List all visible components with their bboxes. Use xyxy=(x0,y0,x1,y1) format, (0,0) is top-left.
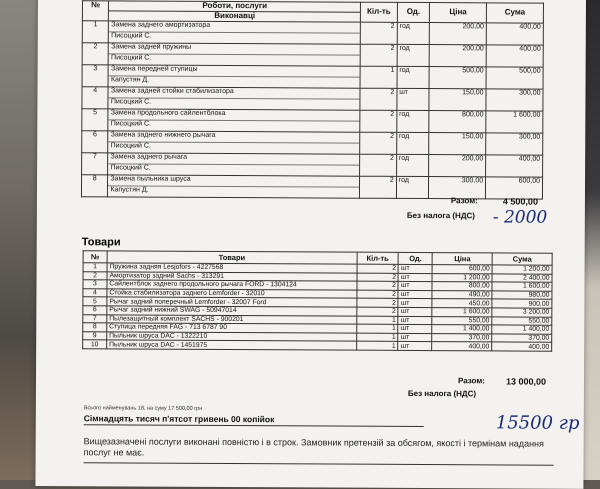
goods-sum: 1 600,00 xyxy=(492,282,552,291)
goods-col-qty: Кіл-ть xyxy=(357,252,399,264)
services-row xyxy=(82,21,543,45)
service-name: Замена заднего нижнего рычага xyxy=(109,131,360,143)
goods-unit: шт xyxy=(398,299,432,308)
goods-price: 1 400,00 xyxy=(432,325,492,334)
service-description xyxy=(108,153,360,176)
service-sum: 400,00 xyxy=(486,155,543,177)
goods-unit: шт xyxy=(398,333,432,342)
service-worker: Капустян Д. xyxy=(110,185,149,194)
statement-underline xyxy=(84,462,554,465)
goods-qty: 2 xyxy=(357,290,399,299)
service-description xyxy=(108,109,360,132)
service-sum: 300,00 xyxy=(486,89,543,111)
service-price: 200,00 xyxy=(429,45,486,67)
service-price: 200,00 xyxy=(429,23,486,45)
service-sum: 400,00 xyxy=(486,23,543,45)
amount-in-words: Сімнадцять тисяч п'ятсот гривень 00 копійок xyxy=(83,413,275,425)
service-qty: 1 xyxy=(360,66,397,88)
goods-sum: 900,00 xyxy=(492,299,552,308)
goods-qty: 2 xyxy=(357,273,399,282)
services-col-sum: Сума xyxy=(486,3,543,23)
service-qty: 2 xyxy=(360,22,397,44)
service-name: Замена пыльника шруса xyxy=(108,175,359,187)
services-row xyxy=(82,131,543,155)
goods-name: Рычаг задний поперечный Lemforder - 32007 Ford xyxy=(107,297,357,307)
services-row xyxy=(82,87,543,111)
goods-col-sum: Сума xyxy=(492,253,552,265)
goods-num: 10 xyxy=(83,340,107,349)
goods-unit: шт xyxy=(398,282,432,291)
service-description xyxy=(109,43,361,66)
goods-price: 800,00 xyxy=(432,282,492,291)
goods-unit: шт xyxy=(398,342,432,351)
service-price: 150,00 xyxy=(429,133,486,155)
services-row xyxy=(82,43,543,67)
goods-qty: 2 xyxy=(357,281,399,290)
goods-sum: 2 400,00 xyxy=(492,273,552,282)
service-name: Замена передней ступицы xyxy=(109,65,360,77)
service-num: 3 xyxy=(82,65,109,87)
goods-row xyxy=(83,340,552,351)
services-row xyxy=(82,153,543,177)
goods-num: 4 xyxy=(83,289,107,298)
services-col-qty: Кіл-ть xyxy=(361,2,398,22)
goods-name: Пылезащитный комплект SACHS - 900201 xyxy=(107,314,357,324)
service-sum: 300,00 xyxy=(486,133,543,155)
services-col-unit: Од. xyxy=(397,2,430,22)
goods-name: Рычаг задний нижний SWAG - 50947014 xyxy=(107,306,357,316)
service-description xyxy=(109,21,361,44)
goods-sum: 550,00 xyxy=(492,316,552,325)
goods-col-num: № xyxy=(83,251,107,263)
items-count-line: Всього найменувань 18, на суму 17 500,00 грн xyxy=(83,405,203,412)
service-price: 300,00 xyxy=(429,177,486,199)
goods-unit: шт xyxy=(398,316,432,325)
services-col-price: Ціна xyxy=(430,3,487,23)
goods-qty: 1 xyxy=(356,342,398,351)
service-name: Замена заднего рычага xyxy=(109,153,360,165)
goods-section-title: Товари xyxy=(81,236,121,249)
service-worker: Писоцкий С. xyxy=(110,163,151,172)
service-unit: год xyxy=(397,66,430,88)
services-total-value: 4 500,00 xyxy=(502,196,539,207)
service-qty: 2 xyxy=(360,154,397,176)
service-num: 1 xyxy=(82,21,109,43)
goods-sum: 370,00 xyxy=(492,334,552,343)
service-unit: год xyxy=(397,44,430,66)
goods-name: Ступица передняя FAG - 713 6787 90 xyxy=(107,323,357,333)
invoice-sheet xyxy=(35,0,586,489)
goods-num: 7 xyxy=(83,314,107,323)
goods-num: 3 xyxy=(83,280,107,289)
services-col-title: Роботи, послуги xyxy=(109,1,361,12)
service-name: Замена задней пружины xyxy=(109,43,360,55)
goods-sum: 980,00 xyxy=(492,291,552,300)
goods-price: 370,00 xyxy=(432,333,492,342)
goods-name: Амортизатор задний Sachs - 313291 xyxy=(107,271,357,281)
amount-underline xyxy=(84,424,424,427)
services-rows xyxy=(81,21,543,199)
service-price: 150,00 xyxy=(429,89,486,111)
service-price: 500,00 xyxy=(429,67,486,89)
service-qty: 2 xyxy=(360,132,397,154)
service-num: 6 xyxy=(82,131,109,153)
services-row xyxy=(82,65,543,89)
goods-rows xyxy=(83,263,552,351)
goods-name: Пыльник шруса DAC - 1322210 xyxy=(107,332,357,342)
goods-sum: 3 200,00 xyxy=(492,308,552,317)
goods-num: 2 xyxy=(83,271,107,280)
goods-qty: 1 xyxy=(356,316,398,325)
service-num: 4 xyxy=(82,87,109,109)
goods-qty: 1 xyxy=(356,333,398,342)
service-worker: Писоцкий С. xyxy=(110,119,151,128)
service-sum: 500,00 xyxy=(486,67,543,89)
service-worker: Писоцкий С. xyxy=(111,31,152,40)
service-worker: Писоцкий С. xyxy=(110,97,152,106)
services-vat-label: Без налога (НДС) xyxy=(406,210,476,221)
goods-num: 9 xyxy=(83,331,107,340)
goods-price: 400,00 xyxy=(432,342,492,351)
service-description xyxy=(108,131,360,154)
goods-unit: шт xyxy=(398,273,432,282)
service-unit: год xyxy=(397,22,430,44)
service-sum: 1 600,00 xyxy=(486,111,543,133)
goods-qty: 2 xyxy=(356,307,398,316)
service-description xyxy=(108,175,360,198)
services-total-label: Разом: xyxy=(450,196,478,206)
goods-qty: 2 xyxy=(357,264,399,273)
service-statement: Вищезазначені послуги виконані повністю і в строк. Замовник претензій за обсягом, якості і термінам надання послуг не має. xyxy=(83,436,544,458)
goods-qty: 2 xyxy=(356,299,398,308)
goods-price: 490,00 xyxy=(432,290,492,299)
goods-col-price: Ціна xyxy=(432,253,492,265)
service-num: 7 xyxy=(82,153,109,175)
service-qty: 2 xyxy=(360,110,397,132)
service-price: 200,00 xyxy=(429,155,486,177)
goods-sum: 400,00 xyxy=(492,342,552,351)
service-unit: год xyxy=(397,110,430,132)
goods-name: Пыльник шруса DAC - 1451975 xyxy=(107,340,357,350)
service-num: 5 xyxy=(82,109,109,131)
goods-num: 1 xyxy=(83,263,107,272)
goods-name: Пружина задняя Lesjofors - 4227568 xyxy=(107,263,357,273)
goods-unit: шт xyxy=(398,325,432,334)
goods-name: Стойка стабилизатора заднего Lemforder - 32010 xyxy=(107,289,357,299)
goods-num: 5 xyxy=(83,297,107,306)
service-name: Замена заднего амортизатора xyxy=(109,21,360,33)
goods-col-unit: Од. xyxy=(399,252,433,264)
handwritten-total-note: 15500 гр xyxy=(495,412,580,434)
services-col-sub: Виконавці xyxy=(109,11,361,22)
goods-total-value: 13 000,00 xyxy=(505,376,547,387)
services-row xyxy=(82,109,543,133)
service-name: Замена продольного сайлентблока xyxy=(109,109,360,121)
goods-name: Сайлентблок заднего продольного рычага FORD - 1304124 xyxy=(107,280,357,290)
goods-qty: 1 xyxy=(356,324,398,333)
service-worker: Капустян Д. xyxy=(110,75,150,84)
services-table xyxy=(81,0,544,199)
goods-num: 6 xyxy=(83,306,107,315)
goods-sum: 1 400,00 xyxy=(492,325,552,334)
goods-price: 1 200,00 xyxy=(432,273,492,282)
service-name: Замена задней стойки стабилизатора xyxy=(109,87,360,99)
service-price: 800,00 xyxy=(429,111,486,133)
service-qty: 2 xyxy=(360,88,397,110)
goods-total-label: Разом: xyxy=(457,376,485,386)
goods-col-name: Товари xyxy=(107,251,357,264)
service-sum: 400,00 xyxy=(486,45,543,67)
service-num: 8 xyxy=(81,175,108,197)
goods-unit: шт xyxy=(398,290,432,299)
goods-table xyxy=(82,250,553,351)
service-qty: 2 xyxy=(360,44,397,66)
service-unit: год xyxy=(396,154,429,176)
goods-unit: шт xyxy=(399,264,433,273)
handwritten-services-note: - 2000 xyxy=(492,207,548,228)
service-description xyxy=(108,65,360,88)
service-unit: шт xyxy=(397,88,430,110)
service-unit: год xyxy=(396,176,429,198)
service-description xyxy=(108,87,360,110)
goods-price: 600,00 xyxy=(432,265,492,274)
service-unit: год xyxy=(396,132,429,154)
service-sum: 600,00 xyxy=(486,177,543,199)
goods-num: 8 xyxy=(83,323,107,332)
goods-price: 1 600,00 xyxy=(432,308,492,317)
goods-price: 550,00 xyxy=(432,316,492,325)
service-worker: Писоцкий С. xyxy=(111,53,152,62)
goods-unit: шт xyxy=(398,307,432,316)
service-qty: 2 xyxy=(360,176,397,198)
services-col-num: № xyxy=(82,1,108,21)
goods-vat-label: Без налога (НДС) xyxy=(407,388,477,399)
goods-sum: 1 200,00 xyxy=(492,265,552,274)
service-worker: Писоцкий С. xyxy=(110,141,151,150)
service-num: 2 xyxy=(82,43,109,65)
goods-price: 450,00 xyxy=(432,299,492,308)
